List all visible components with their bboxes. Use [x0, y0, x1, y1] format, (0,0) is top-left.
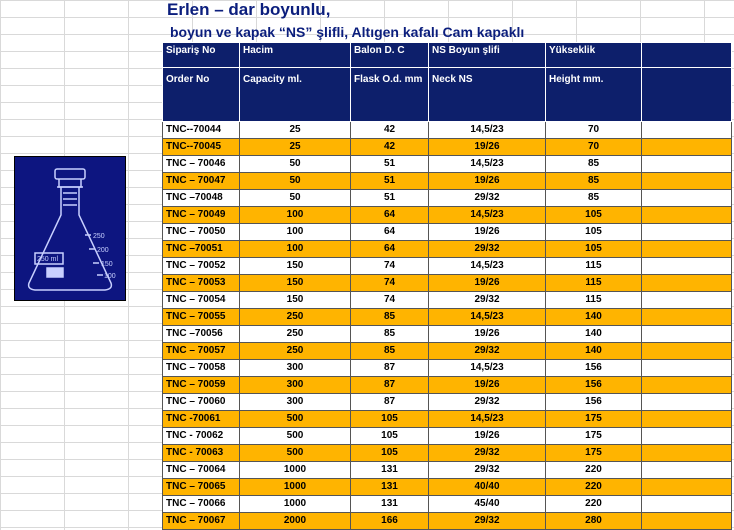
- table-cell: 51: [351, 190, 429, 207]
- table-row: [163, 309, 732, 326]
- table-cell: TNC--70045: [163, 139, 240, 156]
- table-cell: 51: [351, 156, 429, 173]
- table-cell: TNC – 70067: [163, 513, 240, 530]
- header-cell: [642, 68, 732, 122]
- table-cell: 29/32: [429, 292, 546, 309]
- table-cell: [642, 462, 732, 479]
- table-cell: 105: [351, 428, 429, 445]
- header-cell: Order No: [163, 68, 240, 122]
- table-cell: 14,5/23: [429, 360, 546, 377]
- table-cell: 74: [351, 292, 429, 309]
- page-subtitle: boyun ve kapak “NS” şlifli, Altıgen kafalı Cam kapaklı: [170, 24, 525, 40]
- table-cell: 19/26: [429, 326, 546, 343]
- table-cell: [642, 122, 732, 139]
- page-title: Erlen – dar boyunlu,: [167, 0, 331, 19]
- table-cell: 105: [546, 241, 642, 258]
- table-cell: 42: [351, 139, 429, 156]
- table-cell: 19/26: [429, 377, 546, 394]
- table-cell: [642, 258, 732, 275]
- table-cell: 25: [240, 139, 351, 156]
- table-row: [163, 190, 732, 207]
- table-cell: TNC –70056: [163, 326, 240, 343]
- table-cell: 500: [240, 445, 351, 462]
- table-cell: 220: [546, 496, 642, 513]
- table-cell: 105: [351, 411, 429, 428]
- table-cell: 85: [351, 343, 429, 360]
- table-cell: 87: [351, 360, 429, 377]
- table-cell: 29/32: [429, 190, 546, 207]
- table-row: [163, 479, 732, 496]
- table-cell: 150: [240, 258, 351, 275]
- table-row: [163, 326, 732, 343]
- table-cell: [642, 292, 732, 309]
- table-cell: 64: [351, 207, 429, 224]
- table-cell: 131: [351, 462, 429, 479]
- table-cell: 45/40: [429, 496, 546, 513]
- table-cell: TNC – 70047: [163, 173, 240, 190]
- table-cell: 150: [240, 292, 351, 309]
- table-cell: 156: [546, 394, 642, 411]
- table-cell: 51: [351, 173, 429, 190]
- table-cell: 100: [240, 224, 351, 241]
- table-cell: 87: [351, 377, 429, 394]
- erlenmeyer-flask-icon: [15, 157, 125, 300]
- header-cell: Yükseklik: [546, 43, 642, 68]
- table-cell: [642, 275, 732, 292]
- table-cell: 85: [546, 173, 642, 190]
- table-cell: 105: [546, 207, 642, 224]
- header-cell: Balon D. C: [351, 43, 429, 68]
- table-cell: TNC - 70063: [163, 445, 240, 462]
- table-cell: 250: [240, 326, 351, 343]
- header-cell: Capacity ml.: [240, 68, 351, 122]
- table-cell: 14,5/23: [429, 258, 546, 275]
- table-cell: 300: [240, 377, 351, 394]
- table-cell: TNC - 70062: [163, 428, 240, 445]
- table-cell: [642, 207, 732, 224]
- table-cell: [642, 190, 732, 207]
- table-cell: 70: [546, 122, 642, 139]
- table-cell: 140: [546, 326, 642, 343]
- table-cell: [642, 241, 732, 258]
- table-cell: 1000: [240, 496, 351, 513]
- table-cell: 29/32: [429, 343, 546, 360]
- table-row: [163, 377, 732, 394]
- table-cell: 100: [240, 207, 351, 224]
- table-cell: [642, 445, 732, 462]
- header-row-en: [163, 68, 732, 122]
- table-cell: [642, 326, 732, 343]
- table-cell: 131: [351, 479, 429, 496]
- table-cell: TNC –70051: [163, 241, 240, 258]
- table-cell: TNC – 70050: [163, 224, 240, 241]
- flask-marking: 250: [93, 233, 105, 240]
- table-cell: 1000: [240, 462, 351, 479]
- table-cell: [642, 394, 732, 411]
- table-row: [163, 360, 732, 377]
- header-cell: Hacim: [240, 43, 351, 68]
- table-row: [163, 462, 732, 479]
- table-row: [163, 224, 732, 241]
- table-cell: 250: [240, 309, 351, 326]
- header-cell: Sipariş No: [163, 43, 240, 68]
- table-cell: [642, 513, 732, 530]
- table-cell: 140: [546, 309, 642, 326]
- table-cell: 175: [546, 445, 642, 462]
- flask-label: 250 ml: [37, 256, 59, 263]
- table-cell: 140: [546, 343, 642, 360]
- table-cell: [642, 224, 732, 241]
- header-row-tr: [163, 43, 732, 68]
- flask-marking: 100: [104, 273, 116, 280]
- table-cell: 70: [546, 139, 642, 156]
- table-cell: 40/40: [429, 479, 546, 496]
- table-cell: TNC – 70054: [163, 292, 240, 309]
- table-cell: TNC -70061: [163, 411, 240, 428]
- header-cell: NS Boyun şlifi: [429, 43, 546, 68]
- table-row: [163, 241, 732, 258]
- table-cell: 29/32: [429, 445, 546, 462]
- table-cell: 19/26: [429, 173, 546, 190]
- table-cell: 29/32: [429, 462, 546, 479]
- table-row: [163, 258, 732, 275]
- table-cell: [642, 428, 732, 445]
- table-cell: 29/32: [429, 513, 546, 530]
- table-cell: 85: [546, 156, 642, 173]
- table-cell: 175: [546, 411, 642, 428]
- table-cell: 74: [351, 258, 429, 275]
- table-row: [163, 139, 732, 156]
- table-cell: 14,5/23: [429, 207, 546, 224]
- table-row: [163, 496, 732, 513]
- table-cell: 220: [546, 479, 642, 496]
- table-cell: 14,5/23: [429, 309, 546, 326]
- table-cell: TNC – 70065: [163, 479, 240, 496]
- table-cell: 50: [240, 190, 351, 207]
- table-cell: 74: [351, 275, 429, 292]
- table-cell: TNC – 70060: [163, 394, 240, 411]
- table-cell: TNC – 70049: [163, 207, 240, 224]
- table-cell: 50: [240, 156, 351, 173]
- table-cell: [642, 343, 732, 360]
- table-cell: 115: [546, 258, 642, 275]
- table-cell: TNC –70048: [163, 190, 240, 207]
- table-cell: 115: [546, 292, 642, 309]
- table-cell: 19/26: [429, 275, 546, 292]
- table-cell: 156: [546, 377, 642, 394]
- table-cell: TNC – 70064: [163, 462, 240, 479]
- table-row: [163, 411, 732, 428]
- table-cell: 166: [351, 513, 429, 530]
- table-cell: [642, 411, 732, 428]
- table-cell: 29/32: [429, 241, 546, 258]
- table-cell: TNC – 70046: [163, 156, 240, 173]
- table-cell: 150: [240, 275, 351, 292]
- table-cell: TNC – 70066: [163, 496, 240, 513]
- table-row: [163, 207, 732, 224]
- table-cell: 19/26: [429, 428, 546, 445]
- table-cell: 105: [351, 445, 429, 462]
- table-row: [163, 343, 732, 360]
- table-cell: 14,5/23: [429, 156, 546, 173]
- table-cell: TNC – 70052: [163, 258, 240, 275]
- table-cell: 115: [546, 275, 642, 292]
- table-cell: 25: [240, 122, 351, 139]
- table-cell: 64: [351, 224, 429, 241]
- table-cell: TNC – 70053: [163, 275, 240, 292]
- table-cell: 500: [240, 428, 351, 445]
- table-cell: [642, 156, 732, 173]
- table-cell: 500: [240, 411, 351, 428]
- header-cell: [642, 43, 732, 68]
- table-row: [163, 394, 732, 411]
- table-cell: 87: [351, 394, 429, 411]
- table-cell: 300: [240, 360, 351, 377]
- table-row: [163, 156, 732, 173]
- table-cell: 85: [351, 309, 429, 326]
- table-cell: 50: [240, 173, 351, 190]
- table-cell: [642, 496, 732, 513]
- table-row: [163, 173, 732, 190]
- table-cell: TNC – 70055: [163, 309, 240, 326]
- table-cell: TNC – 70058: [163, 360, 240, 377]
- table-row: [163, 122, 732, 139]
- table-row: [163, 428, 732, 445]
- table-cell: 100: [240, 241, 351, 258]
- flask-marking: 150: [101, 261, 113, 268]
- table-cell: 175: [546, 428, 642, 445]
- table-cell: 14,5/23: [429, 411, 546, 428]
- table-cell: TNC – 70059: [163, 377, 240, 394]
- table-body: [163, 122, 732, 530]
- table-cell: 2000: [240, 513, 351, 530]
- table-cell: [642, 173, 732, 190]
- table-cell: 280: [546, 513, 642, 530]
- table-cell: 105: [546, 224, 642, 241]
- flask-marking: 200: [97, 247, 109, 254]
- table-cell: [642, 377, 732, 394]
- table-cell: 300: [240, 394, 351, 411]
- table-cell: [642, 360, 732, 377]
- table-row: [163, 445, 732, 462]
- table-cell: TNC – 70057: [163, 343, 240, 360]
- flask-image: [14, 156, 126, 301]
- table-cell: 1000: [240, 479, 351, 496]
- header-cell: Height mm.: [546, 68, 642, 122]
- table-cell: [642, 139, 732, 156]
- table-cell: 42: [351, 122, 429, 139]
- table-cell: TNC--70044: [163, 122, 240, 139]
- header-cell: Neck NS: [429, 68, 546, 122]
- table-cell: 64: [351, 241, 429, 258]
- header-cell: Flask O.d. mm: [351, 68, 429, 122]
- table-cell: 156: [546, 360, 642, 377]
- table-cell: [642, 309, 732, 326]
- table-row: [163, 275, 732, 292]
- table-cell: 131: [351, 496, 429, 513]
- table-cell: 19/26: [429, 139, 546, 156]
- table-cell: 85: [351, 326, 429, 343]
- table-cell: [642, 479, 732, 496]
- table-cell: 29/32: [429, 394, 546, 411]
- table-row: [163, 513, 732, 530]
- table-row: [163, 292, 732, 309]
- table-cell: 220: [546, 462, 642, 479]
- table-cell: 85: [546, 190, 642, 207]
- table-cell: 19/26: [429, 224, 546, 241]
- product-table: [162, 42, 732, 530]
- table-cell: 14,5/23: [429, 122, 546, 139]
- table-cell: 250: [240, 343, 351, 360]
